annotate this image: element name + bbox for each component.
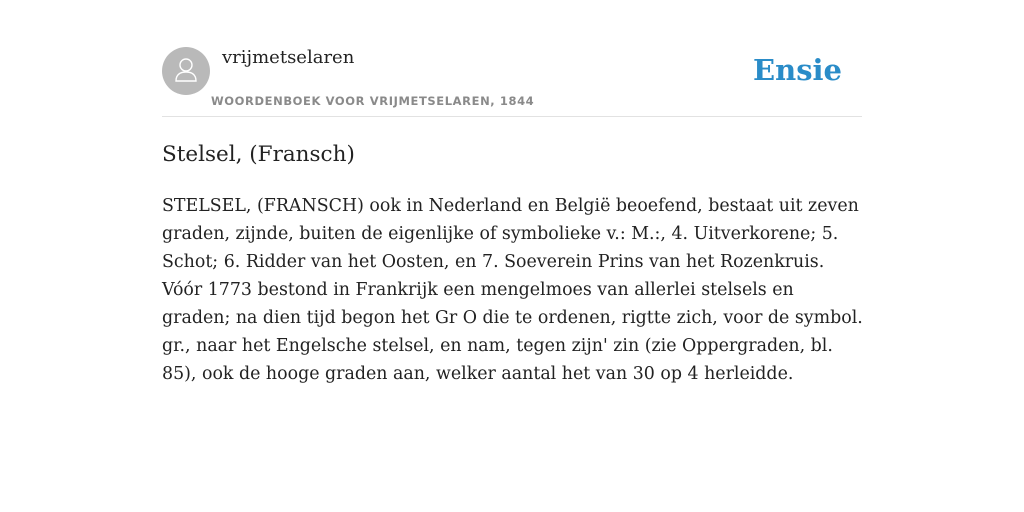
header xyxy=(162,46,862,117)
article-body: STELSEL, (FRANSCH) ook in Nederland en België beoefend, bestaat uit zeven graden, zijnde, buiten de eigenlijke of symbolieke v.: M.:, 4. Uitverkorene; 5. Schot; 6. Ridder van het Oosten, en 7. Soeverein Prins van het Rozenkruis. Vóór 1773 bestond in Frankrijk een mengelmoes van allerlei stelsels en graden; na dien tijd begon het Gr O die te ordenen, rigtte zich, voor de symbol. gr., naar het Engelsche stelsel, en nam, tegen zijn' zin (zie Oppergraden, bl. 85), ook de hooge graden aan, welker aantal het van 30 op 4 herleidde. xyxy=(162,196,863,384)
user-icon xyxy=(171,54,201,89)
author-name[interactable]: vrijmetselaren xyxy=(222,47,355,68)
source-label[interactable]: WOORDENBOEK VOOR VRIJMETSELAREN, 1844 xyxy=(211,94,535,108)
article-title: Stelsel, (Fransch) xyxy=(162,142,355,167)
ensie-logo[interactable]: Ensie xyxy=(753,53,842,87)
avatar[interactable] xyxy=(162,47,210,95)
